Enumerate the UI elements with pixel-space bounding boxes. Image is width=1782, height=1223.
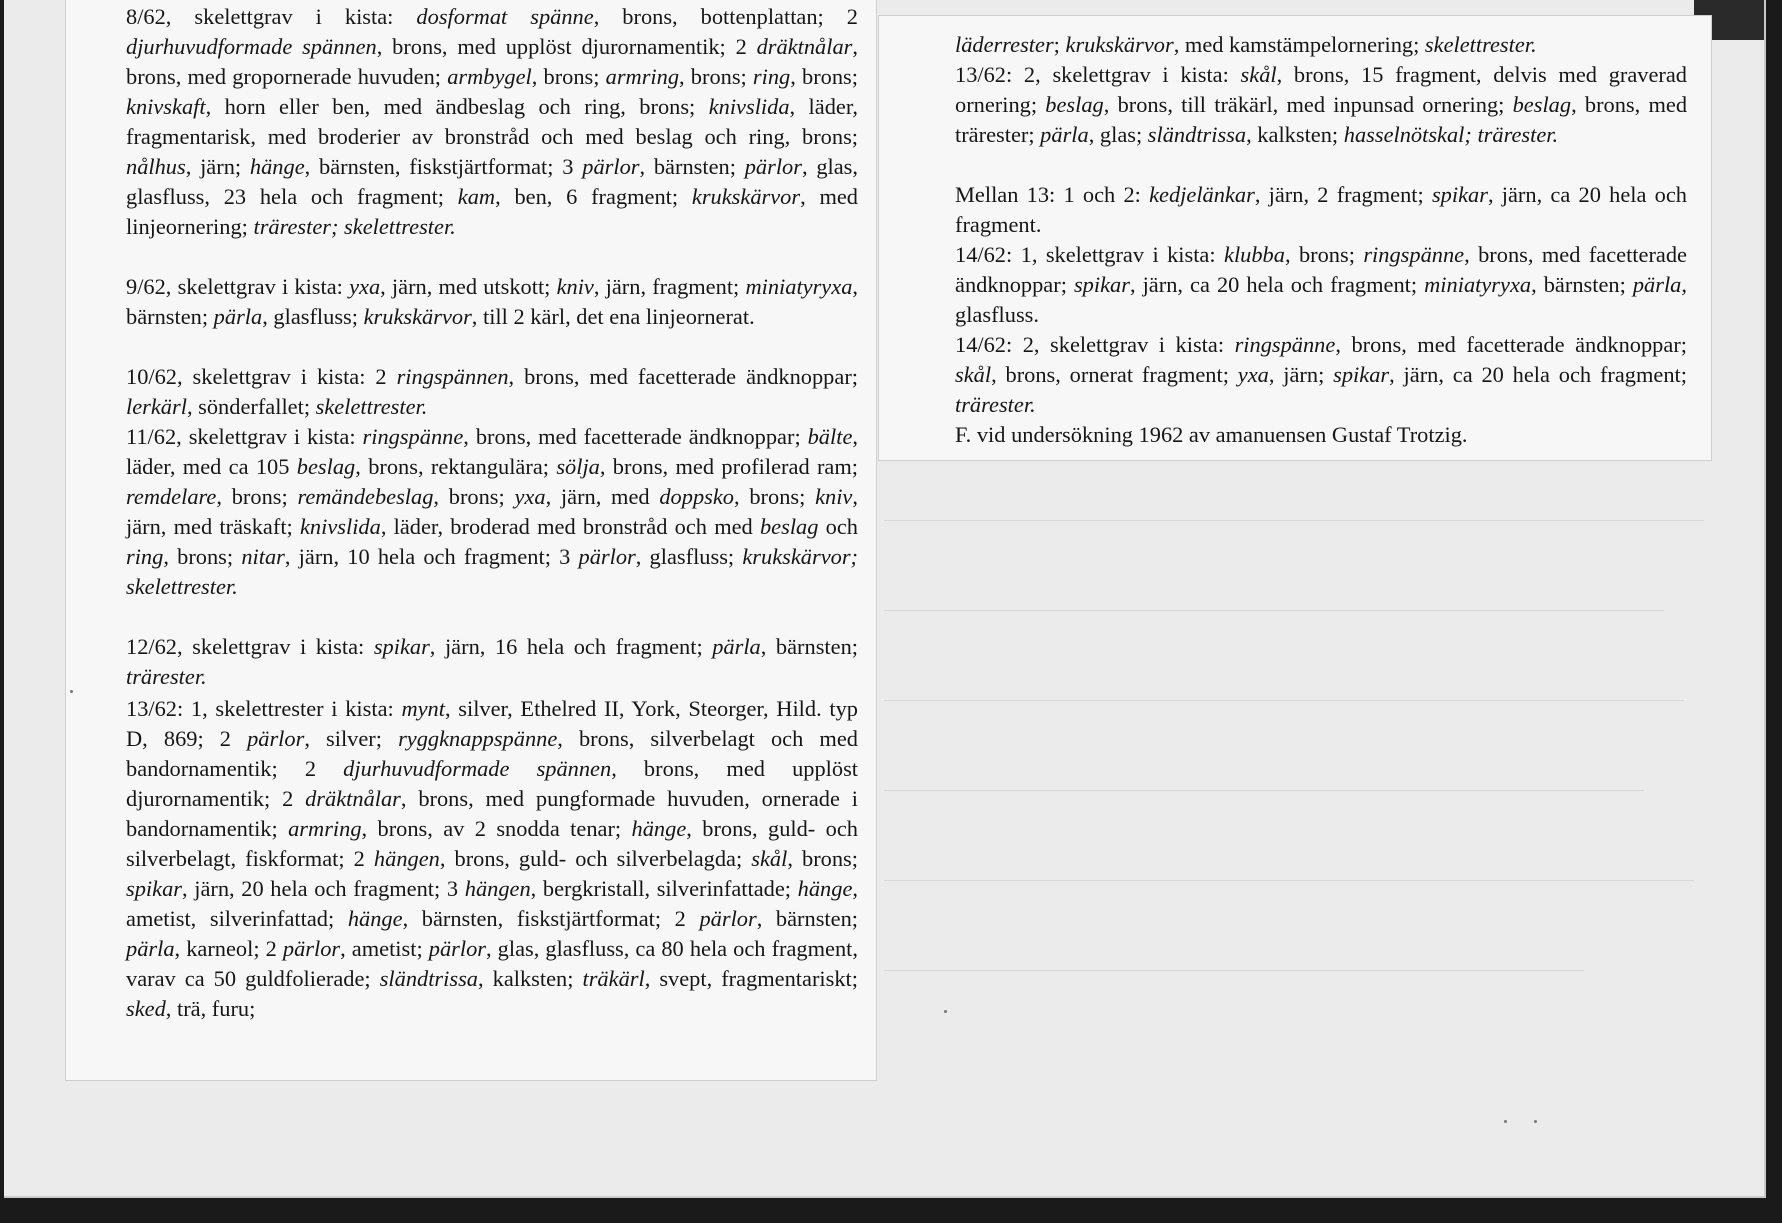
dust-speck <box>944 1010 947 1013</box>
entry-10-62: 10/62, skelettgrav i kista: 2 ringspännen, brons, med facetterade ändknoppar; lerkärl, sönderfallet; skelettrester. <box>126 364 858 419</box>
dust-speck <box>70 690 73 693</box>
finder-note: F. vid undersökning 1962 av amanuensen Gustaf Trotzig. <box>955 422 1468 447</box>
entry-13-62-2: 13/62: 2, skelettgrav i kista: skål, brons, 15 fragment, delvis med graverad ornering; beslag, brons, till träkärl, med inpunsad ornering; beslag, brons, med trärester; pärla, glas; sländtrissa, kalksten; hasselnötskal; trärester. <box>955 62 1688 147</box>
bleed-line <box>884 610 1664 611</box>
entry-continuation: läderrester; krukskärvor, med kamstämpelornering; skelettrester. <box>955 32 1537 57</box>
entry-13-62-1: 13/62: 1, skelettrester i kista: mynt, silver, Ethelred II, York, Steorger, Hild. typ D, 869; 2 pärlor, silver; ryggknappspänne, brons, silverbelagt och med bandornamentik; 2 djurhuvudformade spännen, brons, med upplöst djurornamentik; 2 dräktnålar, brons, med pungformade huvuden, ornerade i bandornamentik; armring, brons, av 2 snodda tenar; hänge, brons, guld- och silverbelagt, fiskformat; 2 hängen, brons, guld- och silverbelagda; skål, brons; spikar, järn, 20 hela och fragment; 3 hängen, bergkristall, silverinfattade; hänge, ametist, silverinfattad; hänge, bärnsten, fiskstjärtformat; 2 pärlor, bärnsten; pärla, karneol; 2 pärlor, ametist; pärlor, glas, glasfluss, ca 80 hela och fragment, varav ca 50 guldfolierade; sländtrissa, kalksten; träkärl, svept, fragmentariskt; sked, trä, furu; <box>126 696 859 1021</box>
right-text-clipping <box>879 16 1711 460</box>
bleed-line <box>884 970 1584 971</box>
scanned-sheet <box>4 0 1766 1198</box>
bleed-line <box>884 520 1704 521</box>
left-text-clipping <box>66 0 876 1080</box>
entry-12-62: 12/62, skelettgrav i kista: spikar, järn, 16 hela och fragment; pärla, bärnsten; trärester. <box>126 634 858 689</box>
entry-9-62: 9/62, skelettgrav i kista: yxa, järn, med utskott; kniv, järn, fragment; miniatyryxa, bärnsten; pärla, glasfluss; krukskärvor, till 2 kärl, det ena linjeornerat. <box>126 274 858 329</box>
entry-8-62: 8/62, skelettgrav i kista: dosformat spänne, brons, bottenplattan; 2 djurhuvudformade spännen, brons, med upplöst djurornamentik; 2 dräktnålar, brons, med gropornerade huvuden; armbygel, brons; armring, brons; ring, brons; knivskaft, horn eller ben, med ändbeslag och ring, brons; knivslida, läder, fragmentarisk, med broderier av bronstråd och med beslag och ring, brons; nålhus, järn; hänge, bärnsten, fiskstjärtformat; 3 pärlor, bärnsten; pärlor, glas, glasfluss, 23 hela och fragment; kam, ben, 6 fragment; krukskärvor, med linjeornering; trärester; skelettrester. <box>126 4 858 239</box>
entry-11-62: 11/62, skelettgrav i kista: ringspänne, brons, med facetterade ändknoppar; bälte, läder, med ca 105 beslag, brons, rektangulära; sölja, brons, med profilerad ram; remdelare, brons; remändebeslag, brons; yxa, järn, med doppsko, brons; kniv, järn, med träskaft; knivslida, läder, broderad med bronstråd och med beslag och ring, brons; nitar, järn, 10 hela och fragment; 3 pärlor, glasfluss; krukskärvor; skelettrester. <box>126 424 859 599</box>
entry-mellan-13: Mellan 13: 1 och 2: kedjelänkar, järn, 2 fragment; spikar, järn, ca 20 hela och fragment. <box>955 182 1687 237</box>
entry-14-62-2: 14/62: 2, skelettgrav i kista: ringspänne, brons, med facetterade ändknoppar; skål, brons, ornerat fragment; yxa, järn; spikar, järn, ca 20 hela och fragment; trärester. <box>955 332 1687 417</box>
bleed-line <box>884 790 1644 791</box>
bleed-line <box>884 880 1694 881</box>
bleed-line <box>884 700 1684 701</box>
dust-speck <box>1504 1120 1507 1123</box>
entry-14-62-1: 14/62: 1, skelettgrav i kista: klubba, brons; ringspänne, brons, med facetterade ändknoppar; spikar, järn, ca 20 hela och fragment; miniatyryxa, bärnsten; pärla, glasfluss. <box>955 242 1687 327</box>
dust-speck <box>1534 1120 1537 1123</box>
